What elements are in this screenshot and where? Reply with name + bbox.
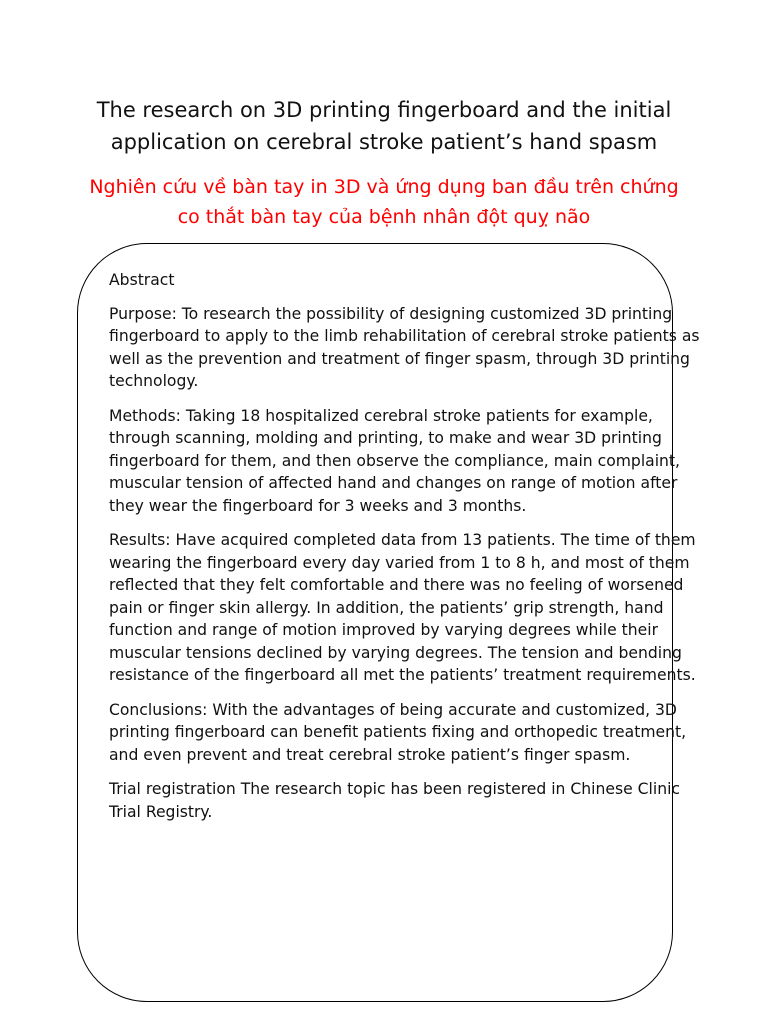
english-title-line: The research on 3D printing fingerboard and the initial [96, 98, 672, 122]
results-line: pain or finger skin allergy. In addition, the patients’ grip strength, hand [109, 598, 664, 617]
conclusions-line: Conclusions: With the advantages of being accurate and customized, 3D [109, 700, 677, 719]
trial-registration-paragraph [109, 778, 768, 823]
purpose-line: well as the prevention and treatment of finger spasm, through 3D printing [109, 349, 690, 368]
results-paragraph [109, 529, 768, 687]
purpose-line: fingerboard to apply to the limb rehabilitation of cerebral stroke patients as [109, 327, 700, 345]
vietnamese-title [0, 172, 768, 232]
purpose-line: Purpose: To research the possibility of designing customized 3D printing [109, 304, 673, 323]
abstract-heading: Abstract [109, 271, 175, 289]
methods-line: fingerboard for them, and then observe the compliance, main complaint, [109, 451, 680, 470]
conclusions-line: printing fingerboard can benefit patients fixing and orthopedic treatment, [109, 723, 687, 741]
vietnamese-title-line: co thắt bàn tay của bệnh nhân đột quỵ não [177, 206, 591, 228]
methods-paragraph [109, 405, 768, 518]
purpose-line: technology. [109, 372, 199, 390]
results-line: function and range of motion improved by varying degrees while their [109, 621, 658, 639]
abstract-section [109, 269, 768, 835]
english-title-line: application on cerebral stroke patient’s hand spasm [110, 130, 658, 154]
trial-registration-line: Trial Registry. [109, 802, 213, 821]
methods-line: through scanning, molding and printing, to make and wear 3D printing [109, 429, 662, 447]
conclusions-line: and even prevent and treat cerebral stroke patient’s finger spasm. [109, 745, 631, 764]
methods-line: they wear the fingerboard for 3 weeks and 3 months. [109, 496, 527, 515]
results-line: resistance of the fingerboard all met the patients’ treatment requirements. [109, 666, 696, 684]
methods-line: Methods: Taking 18 hospitalized cerebral stroke patients for example, [109, 406, 653, 425]
methods-line: muscular tension of affected hand and changes on range of motion after [109, 474, 678, 492]
purpose-paragraph [109, 303, 768, 393]
results-line: wearing the fingerboard every day varied from 1 to 8 h, and most of them [109, 553, 690, 572]
results-line: Results: Have acquired completed data from 13 patients. The time of them [109, 531, 696, 549]
conclusions-paragraph [109, 699, 768, 767]
trial-registration-line: Trial registration The research topic has been registered in Chinese Clinic [109, 780, 680, 798]
results-line: muscular tensions declined by varying degrees. The tension and bending [109, 643, 682, 662]
english-title [0, 94, 768, 158]
results-line: reflected that they felt comfortable and there was no feeling of worsened [109, 576, 684, 594]
vietnamese-title-line: Nghiên cứu về bàn tay in 3D và ứng dụng ban đầu trên chứng [89, 176, 679, 198]
